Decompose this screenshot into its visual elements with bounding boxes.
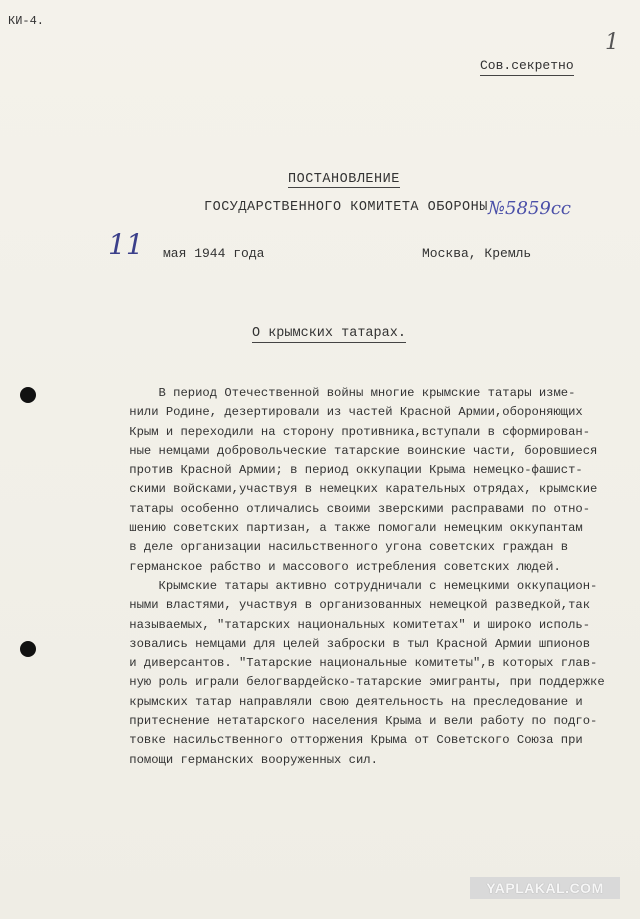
body-line: шению советских партизан, а также помогали немецким оккупантам — [100, 521, 583, 536]
watermark: YAPLAKAL.COM — [470, 877, 620, 899]
document-body — [100, 384, 630, 770]
body-line: татары особенно отличались своими зверскими расправами по отно- — [100, 501, 591, 516]
document-issuer: ГОСУДАРСТВЕННОГО КОМИТЕТА ОБОРОНЫ — [204, 200, 488, 215]
body-line: германское рабство и массового истребления советских людей. — [100, 559, 561, 574]
corner-code: КИ-4. — [8, 14, 45, 28]
body-line: и диверсантов. "Татарские национальные комитеты",в которых глав- — [100, 656, 598, 671]
body-line: Крымские татары активно сотрудничали с немецкими оккупацион- — [100, 578, 598, 593]
punch-hole-top — [20, 387, 36, 403]
body-line: скими войсками,участвуя в немецких карательных отрядах, крымские — [100, 482, 598, 497]
body-line: притеснение нетатарского населения Крыма и вели работу по подго- — [100, 714, 598, 729]
body-line: помощи германских вооруженных сил. — [100, 752, 378, 767]
body-line: Крым и переходили на сторону противника,вступали в сформирован- — [100, 424, 591, 439]
body-line: ными властями, участвуя в организованных немецкой разведкой,так — [100, 598, 591, 613]
date-month-year: мая 1944 года — [163, 246, 265, 261]
document-title: ПОСТАНОВЛЕНИЕ — [288, 172, 400, 187]
date-day-handwritten: 11 — [108, 228, 144, 261]
body-line: ные немцами добровольческие татарские воинские части, боровшиеся — [100, 443, 598, 458]
document-subject: О крымских татарах. — [252, 326, 406, 341]
classification-label: Сов.секретно — [480, 58, 574, 76]
place-label: Москва, Кремль — [422, 246, 532, 261]
punch-hole-bottom — [20, 641, 36, 657]
body-line: против Красной Армии; в период оккупации Крыма немецко-фашист- — [100, 463, 583, 478]
body-line: в деле организации насильственного угона советских граждан в — [100, 540, 569, 555]
body-line: нили Родине, дезертировали из частей Красной Армии,обороняющих — [100, 405, 583, 420]
document-number: №5859сс — [488, 198, 572, 219]
page-number: 1 — [605, 30, 619, 55]
body-line: товке насильственного отторжения Крыма от Советского Союза при — [100, 733, 583, 748]
body-line: зовались немцами для целей заброски в тыл Красной Армии шпионов — [100, 636, 591, 651]
body-line: В период Отечественной войны многие крымские татары изме- — [100, 386, 576, 400]
body-line: называемых, "татарских национальных комитетах" и широко исполь- — [100, 617, 591, 632]
body-line: крымских татар направляли свою деятельность на преследование и — [100, 694, 583, 709]
body-line: ную роль играли белогвардейско-татарские эмигранты, при поддержке — [100, 675, 605, 690]
